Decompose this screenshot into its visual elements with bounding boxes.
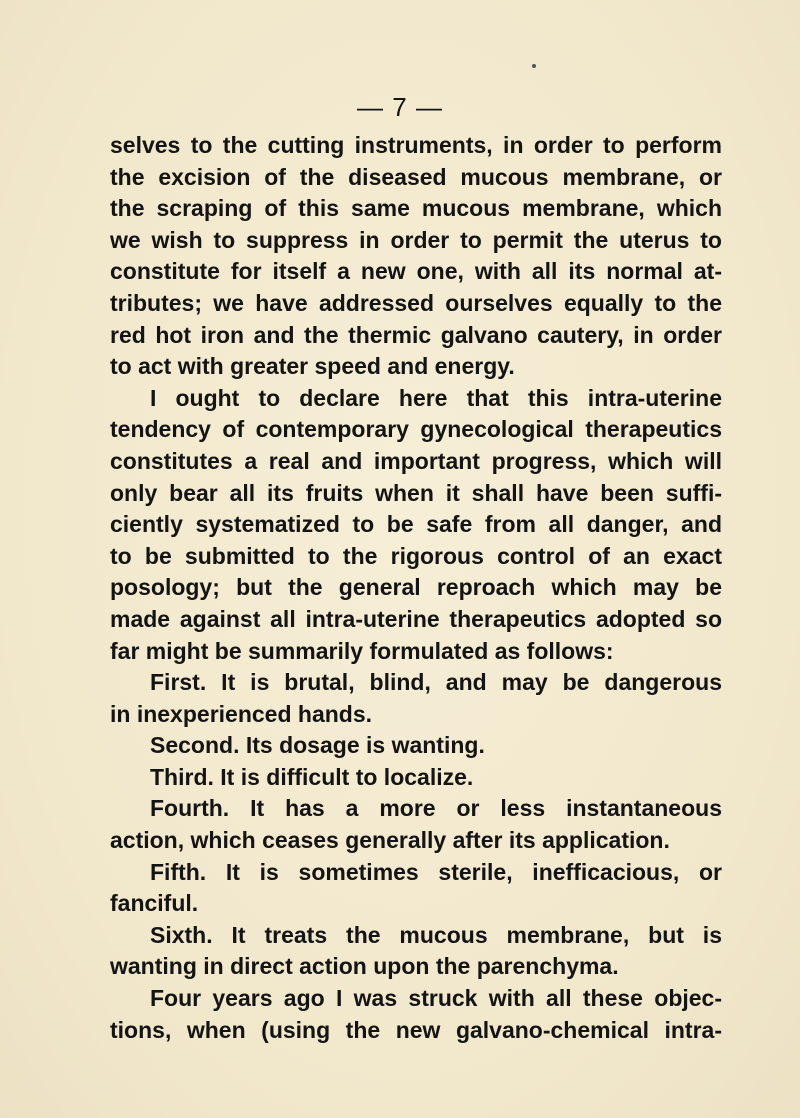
text-line: the scraping of this same mucous membrane, which xyxy=(110,195,722,222)
text-line: tendency of contemporary gynecological therapeutics xyxy=(110,416,722,443)
text-line: far might be summarily formulated as follows: xyxy=(110,637,614,664)
text-line: tions, when (using the new galvano-chemical intra- xyxy=(110,1016,722,1043)
text-line: Fifth. It is sometimes sterile, inefficacious, or xyxy=(150,858,722,885)
text-line: we wish to suppress in order to permit the uterus to xyxy=(110,226,722,253)
body-text xyxy=(110,130,722,1046)
text-line: Fourth. It has a more or less instantaneous xyxy=(150,795,722,822)
text-line: First. It is brutal, blind, and may be dangerous xyxy=(150,669,722,696)
text-line: made against all intra-uterine therapeutics adopted so xyxy=(110,605,722,632)
ink-speck xyxy=(532,64,536,68)
text-line: Second. Its dosage is wanting. xyxy=(150,732,485,759)
text-line: Four years ago I was struck with all these objec- xyxy=(150,985,722,1012)
text-line: ciently systematized to be safe from all danger, and xyxy=(110,511,722,538)
text-line: selves to the cutting instruments, in order to perform xyxy=(110,132,722,158)
text-line: I ought to declare here that this intra-uterine xyxy=(150,384,722,411)
text-line: constitute for itself a new one, with all its normal at- xyxy=(110,258,722,285)
text-line: Third. It is difficult to localize. xyxy=(150,763,474,790)
text-line: to be submitted to the rigorous control of an exact xyxy=(110,542,722,569)
text-line: posology; but the general reproach which may be xyxy=(110,574,722,601)
text-line: to act with greater speed and energy. xyxy=(110,353,515,380)
text-line: the excision of the diseased mucous membrane, or xyxy=(110,163,722,190)
text-line: red hot iron and the thermic galvano cautery, in order xyxy=(110,321,722,348)
page-number: — 7 — xyxy=(357,92,443,122)
text-line: constitutes a real and important progress, which will xyxy=(110,447,722,474)
text-line: Sixth. It treats the mucous membrane, but is xyxy=(150,921,722,948)
text-line: only bear all its fruits when it shall have been suffi- xyxy=(110,479,722,506)
text-line: in inexperienced hands. xyxy=(110,700,373,727)
text-line: fanciful. xyxy=(110,890,199,917)
text-line: wanting in direct action upon the parenchyma. xyxy=(110,953,619,980)
text-line: tributes; we have addressed ourselves equally to the xyxy=(110,289,722,316)
text-line: action, which ceases generally after its application. xyxy=(110,827,670,854)
